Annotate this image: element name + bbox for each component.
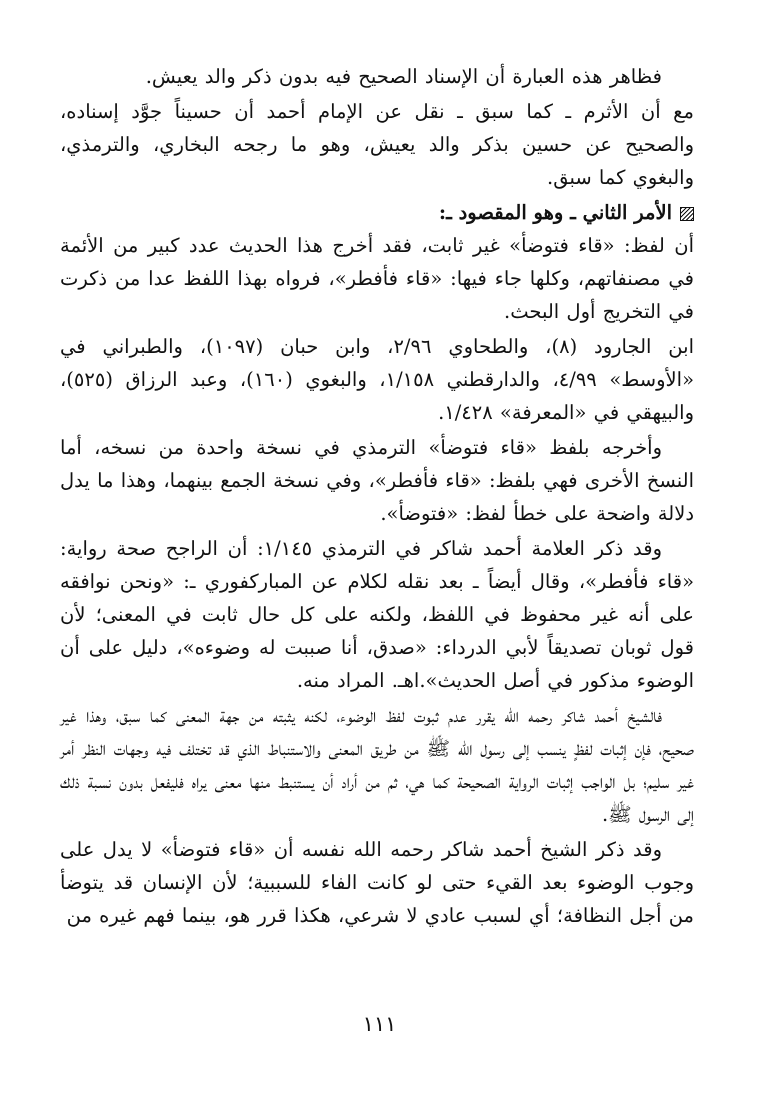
page-number: ١١١ xyxy=(362,1012,397,1036)
section-heading xyxy=(60,196,694,229)
paragraph-4: ابن الجارود (٨)، والطحاوي ٢/٩٦، وابن حبان (١٠٩٧)، والطبراني في «الأوسط» ٤/٩٩، والدارقطني ١/١٥٨، والبغوي (١٦٠)، وعبد الرزاق (٥٢٥)، والبيهقي في «المعرفة» ١/٤٢٨. xyxy=(60,335,695,424)
paragraph-7: فالشيخ أحمد شاكر رحمه الله يقرر عدم ثبوت لفظ الوضوء، لكنه يثبته من جهة المعنى كما سبق، وهذا غير صحيح، فإن إثبات لفظٍ ينسب إلى رسول الله ﷺ من طريق المعنى والاستنباط الذي قد تختلف فيه وجهات النظر أمر غير سليم؛ بل الواجب إثبات الرواية الصحيحة كما هي، ثم من أراد أن يستنبط منها معنى يراه فليفعل بدون نسبة ذلك إلى الرسول ﷺ. xyxy=(60,704,694,826)
paragraph-2: مع أن الأثرم ـ كما سبق ـ نقل عن الإمام أحمد أن حسيناً جوَّد إسناده، والصحيح عن حسين بذكر والد يعيش، وهو ما رجحه البخاري، والترمذي، والبغوي كما سبق. xyxy=(60,100,694,189)
heading-marker-icon xyxy=(680,207,694,221)
section-heading-text: الأمر الثاني ـ وهو المقصود ـ: xyxy=(438,201,672,224)
paragraph-1: فظاهر هذه العبارة أن الإسناد الصحيح فيه بدون ذكر والد يعيش. xyxy=(145,65,662,88)
paragraph-3: أن لفظ: «قاء فتوضأ» غير ثابت، فقد أخرج هذا الحديث عدد كبير من الأئمة في مصنفاتهم، وكلها جاء فيها: «قاء فأفطر»، فرواه بهذا اللفظ عدا من ذكرت في التخريج أول البحث. xyxy=(60,234,694,323)
paragraph-6: وقد ذكر العلامة أحمد شاكر في الترمذي ١/١٤٥: أن الراجح صحة رواية: «قاء فأفطر»، وقال أيضاً ـ بعد نقله لكلام عن المباركفوري ـ: «ونحن نوافقه على أنه غير محفوظ في اللفظ، ولكنه على كل حال ثابت في المعنى؛ لأن قول ثوبان تصديقاً لأبي الدرداء: «صدق، أنا صببت له وضوءه»، دليل على أن الوضوء مذكور في أصل الحديث».اهـ. المراد منه. xyxy=(60,537,694,692)
paragraph-5: وأخرجه بلفظ «قاء فتوضأ» الترمذي في نسخة واحدة من نسخه، أما النسخ الأخرى فهي بلفظ: «قاء فأفطر»، وفي نسخة الجمع بينهما، وهذا ما يدل دلالة واضحة على خطأ لفظ: «فتوضأ». xyxy=(60,436,694,525)
paragraph-8: وقد ذكر الشيخ أحمد شاكر رحمه الله نفسه أن «قاء فتوضأ» لا يدل على وجوب الوضوء بعد القيء حتى لو كانت الفاء للسببية؛ لأن الإنسان قد يتوضأ من أجل النظافة؛ أي لسبب عادي لا شرعي، هكذا قرر هو، بينما فهم غيره من xyxy=(60,838,694,927)
